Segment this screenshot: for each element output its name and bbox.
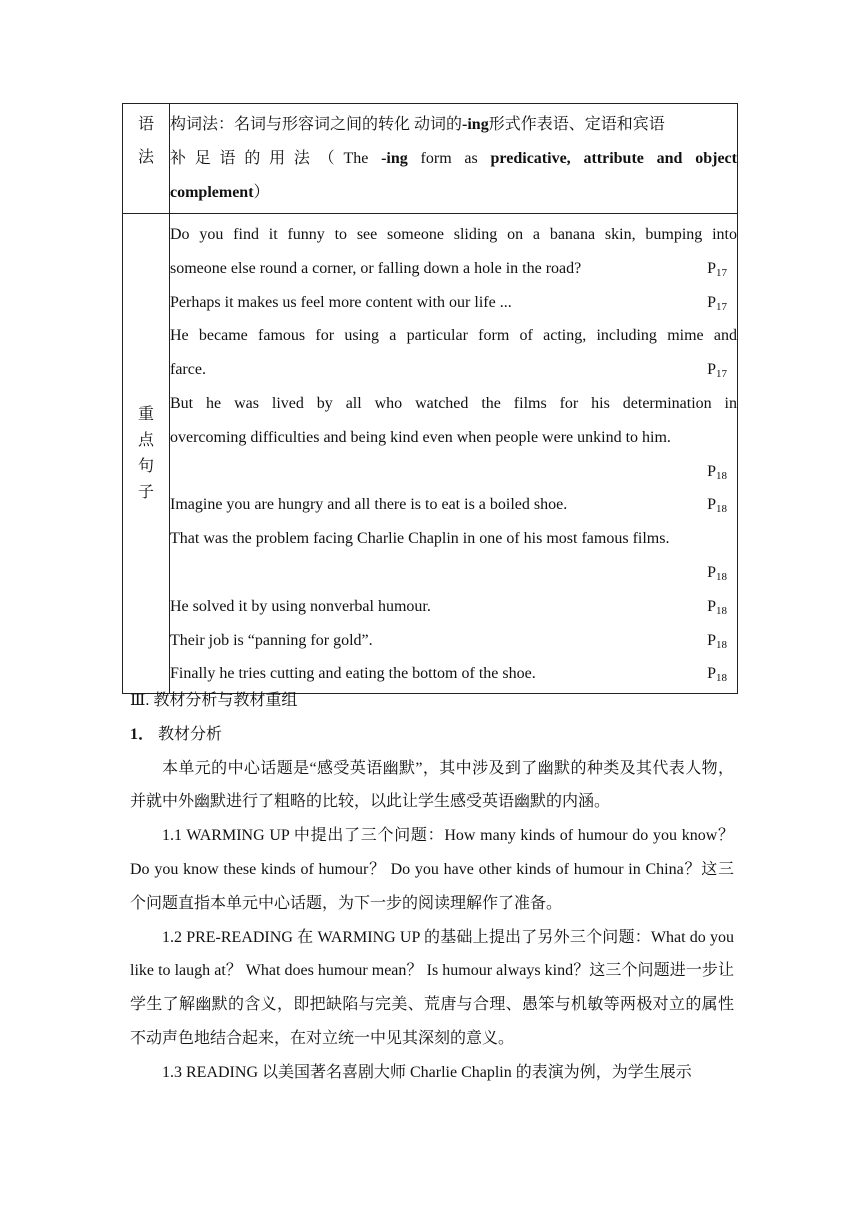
key-sentences-label-cell (123, 214, 170, 694)
grammar-line-2: 补足语的用法（The -ing form as predicative, attribute and object (170, 150, 737, 167)
grammar-line-1: 构词法：名词与形容词之间的转化 动词的-ing形式作表语、定语和宾语 (170, 116, 665, 133)
sentence-line (170, 252, 737, 286)
sentence-line (170, 286, 737, 320)
key-sentences-label-char: 子 (137, 483, 154, 501)
sentence-line (170, 387, 737, 421)
page-reference: $P_{18}$ (707, 631, 727, 651)
sentence-line (170, 590, 737, 624)
key-sentences-list (170, 214, 737, 693)
sentence-line (170, 455, 737, 489)
sentence-text: He solved it by using nonverbal humour. (170, 597, 431, 615)
sentence-line (170, 522, 737, 556)
sentence-text: Perhaps it makes us feel more content with our life ... (170, 293, 512, 311)
sentence-line (170, 556, 737, 590)
page-reference: $P_{18}$ (707, 597, 727, 617)
key-sentences-content-cell (170, 214, 738, 694)
sentence-line (170, 488, 737, 522)
page-reference: $P_{18}$ (707, 496, 727, 516)
page-reference: $P_{17}$ (707, 361, 727, 381)
key-sentences-row (123, 214, 738, 694)
sentence-text: But he was lived by all who watched the films for his determination in (170, 394, 737, 412)
sentence-text: He became famous for using a particular form of acting, including mime and (170, 327, 737, 345)
sentence-text: Do you find it funny to see someone sliding on a banana skin, bumping into (170, 226, 737, 243)
sentence-text: Imagine you are hungry and all there is to eat is a boiled shoe. (170, 496, 568, 514)
grammar-text (170, 104, 737, 213)
content-table (122, 103, 738, 694)
sentence-line (170, 421, 737, 455)
grammar-content-cell (170, 104, 738, 214)
subsection-heading: 1． 教材分析 (130, 725, 223, 743)
sentence-line (170, 624, 737, 658)
key-sentences-label-char: 点 (137, 431, 154, 449)
page-reference: $P_{17}$ (707, 293, 727, 313)
section-heading: Ⅲ. 教材分析与教材重组 (130, 692, 298, 709)
grammar-label-cell (123, 104, 170, 214)
page-reference: $P_{18}$ (707, 665, 727, 685)
grammar-line-3: complement） (170, 184, 270, 201)
grammar-label-char: 语 (137, 116, 154, 133)
paragraph: 1.2 PRE-READING 在 WARMING UP 的基础上提出了另外三个问题：What do you like to laugh at？ What does humour mean？ Is humour always kind？这三个问题进一步让学生了解幽默的含义，即把缺陷与完美、荒唐与合理、愚笨与机敏等两极对立的属性不动声色地结合起来，在对立统一中见其深刻的意义。 (130, 928, 734, 1047)
page-reference: $P_{17}$ (707, 259, 727, 279)
sentence-line (170, 319, 737, 353)
sentence-text: That was the problem facing Charlie Chaplin in one of his most famous films. (170, 530, 670, 548)
sentence-text: farce. (170, 361, 206, 379)
key-sentences-label-char: 重 (137, 405, 154, 423)
sentence-text: overcoming difficulties and being kind even when people were unkind to him. (170, 428, 671, 446)
analysis-section (130, 684, 734, 1090)
sentence-text: someone else round a corner, or falling down a hole in the road? (170, 259, 582, 277)
sentence-line (170, 353, 737, 387)
paragraph: 本单元的中心话题是“感受英语幽默”，其中涉及到了幽默的种类及其代表人物，并就中外幽默进行了粗略的比较，以此让学生感受英语幽默的内涵。 (130, 759, 734, 811)
sentence-line (170, 218, 737, 252)
sentence-text: Their job is “panning for gold”. (170, 631, 373, 649)
page-reference: $P_{18}$ (707, 462, 727, 482)
sentence-text: Finally he tries cutting and eating the bottom of the shoe. (170, 665, 536, 683)
grammar-label-char: 法 (137, 149, 154, 166)
page-reference: $P_{18}$ (707, 563, 727, 583)
grammar-row (123, 104, 738, 214)
paragraph: 1.1 WARMING UP 中提出了三个问题：How many kinds of humour do you know？Do you know these kinds of humour？ Do you have other kinds of humour in China？这三个问题直指本单元中心话题，为下一步的阅读理解作了准备。 (130, 827, 734, 912)
paragraph: 1.3 READING 以美国著名喜剧大师 Charlie Chaplin 的表演为例，为学生展示 (162, 1063, 692, 1081)
key-sentences-label-char: 句 (137, 457, 154, 475)
